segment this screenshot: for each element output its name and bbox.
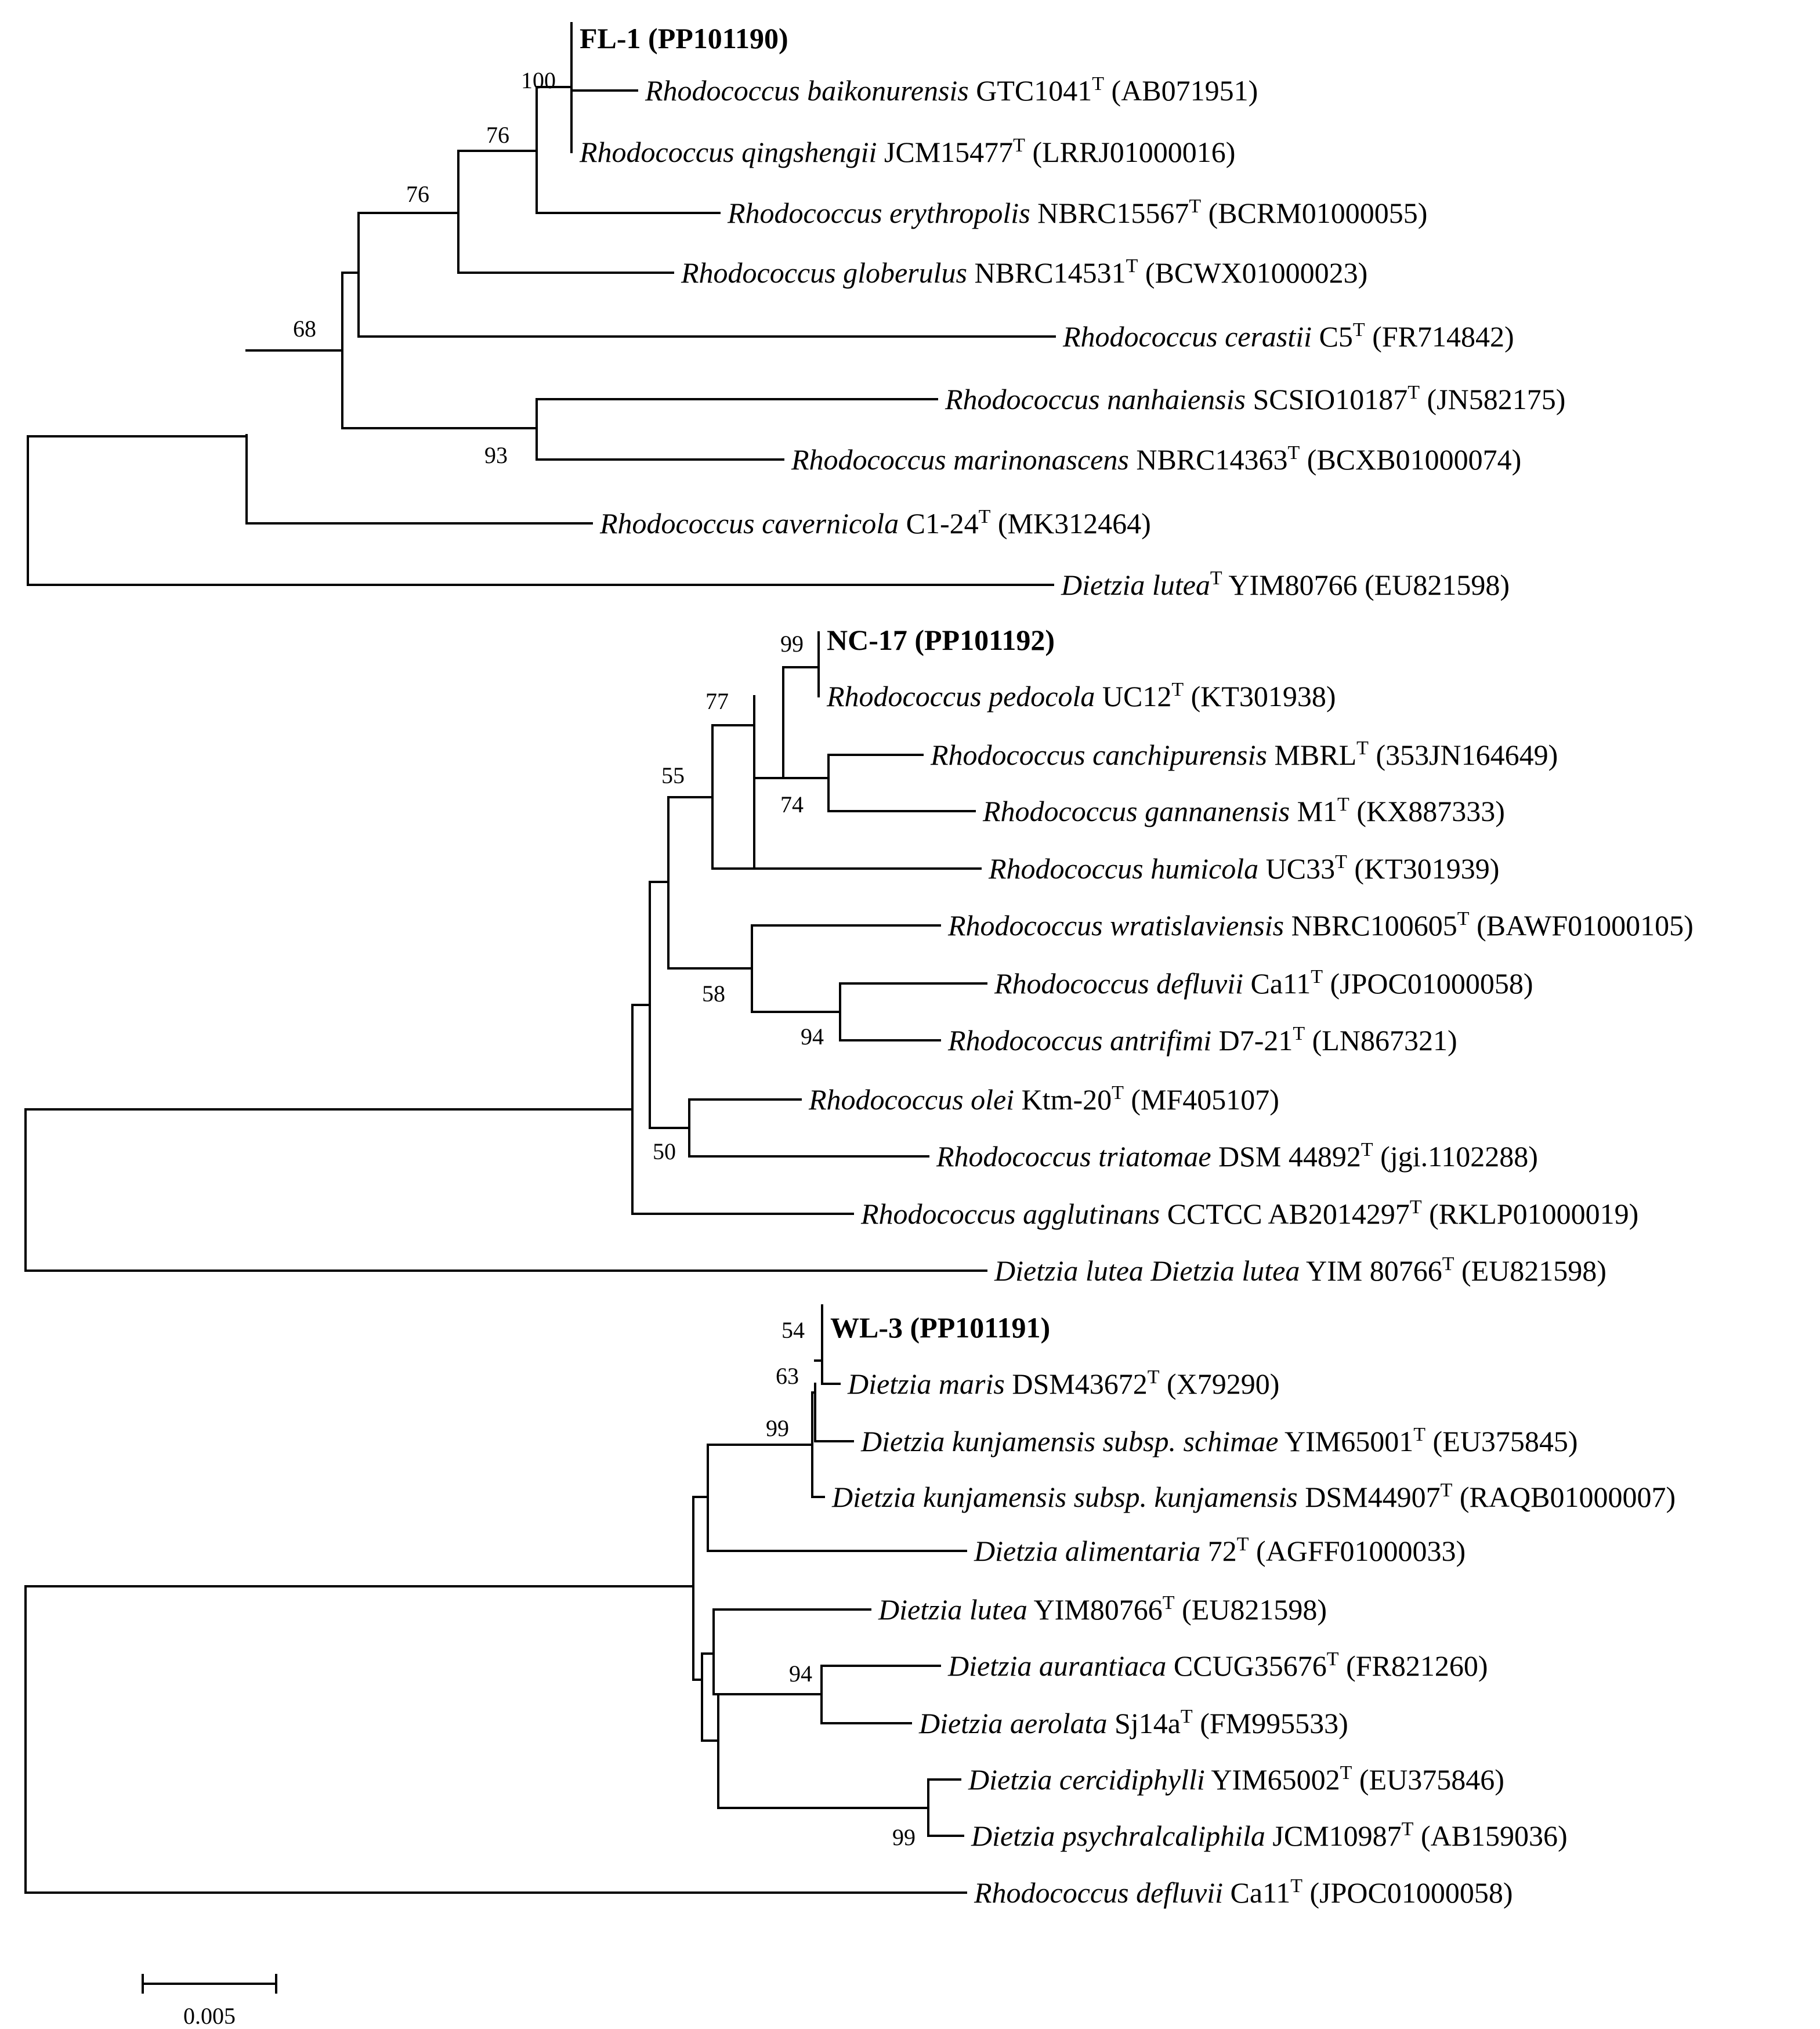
scale-bar-line [143,1975,276,1992]
bootstrap-values [293,67,916,1850]
taxon-label: Rhodococcus triatomae DSM $44892^T$ (jgi.1102288) [936,1139,1538,1173]
bootstrap-value: 54 [781,1317,805,1343]
taxon-label: Dietzia cercidiphylli $YIM65002^T$ (EU375846) [968,1762,1504,1796]
bootstrap-value: 74 [780,791,804,818]
taxon-label: Dietzia lutea$^T$ YIM80766 (EU821598) [1061,567,1510,601]
bootstrap-value: 93 [484,442,508,468]
bootstrap-value: 94 [789,1661,812,1687]
taxon-label: Dietzia aurantiaca $CCUG35676^T$ (FR821260) [948,1648,1488,1682]
query-strain-label: WL-3 (PP101191) [830,1311,1051,1344]
taxon-label: Rhodococcus defluvii $Ca11^T$ (JPOC01000058) [974,1875,1513,1909]
bootstrap-value: 99 [892,1824,916,1850]
bootstrap-value: 99 [780,631,804,657]
query-strain-label: FL-1 (PP101190) [580,22,788,55]
scale-bar [143,1975,276,2029]
taxon-labels [579,22,1694,1909]
taxon-label: Rhodococcus antrifimi $D7-21^T$ (LN867321) [948,1023,1457,1057]
bootstrap-value: 63 [776,1363,799,1389]
taxon-label: Rhodococcus erythropolis $NBRC15567^T$ (BCRM01000055) [728,196,1428,229]
taxon-label: Dietzia kunjamensis subsp. kunjamensis $DSM44907^T$ (RAQB01000007) [832,1480,1676,1513]
bootstrap-value: 76 [406,181,429,207]
bootstrap-value: 68 [293,316,316,342]
bootstrap-value: 58 [702,981,725,1007]
bootstrap-value: 100 [521,67,556,93]
taxon-label: Dietzia alimentaria $72^T$ (AGFF01000033) [974,1533,1466,1567]
taxon-label: Rhodococcus canchipurensis $MBRL^T$ (353JN164649) [931,737,1558,771]
taxon-label: Rhodococcus gannanensis $M1^T$ (KX887333) [983,794,1505,827]
taxon-label: Rhodococcus baikonurensis $GTC1041^T$ (AB071951) [645,73,1258,107]
taxon-label: Rhodococcus cavernicola $C1-24^T$ (MK312464) [600,506,1151,540]
scale-bar-label: 0.005 [183,2003,236,2029]
bootstrap-value: 50 [653,1138,676,1164]
taxon-label: Dietzia aerolata $Sj14a^T$ (FM995533) [919,1706,1348,1739]
taxon-label: Dietzia lutea Dietzia lutea YIM $80766^T$ (EU821598) [994,1253,1606,1287]
taxon-label: Rhodococcus humicola $UC33^T$ (KT301939) [989,851,1500,885]
bootstrap-value: 94 [801,1023,824,1050]
bootstrap-value: 76 [486,122,509,148]
taxon-label: Rhodococcus cerastii $C5^T$ (FR714842) [1063,319,1514,353]
bootstrap-value: 99 [766,1415,789,1441]
taxon-label: Rhodococcus pedocola $UC12^T$ (KT301938) [827,679,1336,712]
taxon-label: Rhodococcus olei Ktm-$20^T$ (MF405107) [809,1082,1279,1116]
taxon-label: Rhodococcus marinonascens $NBRC14363^T$ (BCXB01000074) [791,442,1522,476]
taxon-label: Rhodococcus nanhaiensis $SCSIO10187^T$ (JN582175) [945,382,1566,415]
bootstrap-value: 77 [705,688,729,714]
taxon-label: Rhodococcus globerulus $NBRC14531^T$ (BCWX01000023) [681,255,1368,289]
taxon-label: Dietzia maris $DSM43672^T$ (X79290) [848,1366,1280,1400]
query-strain-label: NC-17 (PP101192) [827,624,1055,656]
taxon-label: Dietzia lutea $YIM80766^T$ (EU821598) [878,1592,1327,1626]
taxon-label: Rhodococcus qingshengii $JCM15477^T$ (LRRJ01000016) [580,135,1236,168]
taxon-label: Dietzia psychralcaliphila $JCM10987^T$ (AB159036) [971,1818,1568,1852]
bootstrap-value: 55 [661,762,685,789]
taxon-label: Dietzia kunjamensis subsp. schimae $YIM65001^T$ (EU375845) [861,1424,1578,1457]
taxon-label: Rhodococcus wratislaviensis $NBRC100605^T$ (BAWF01000105) [948,908,1694,942]
taxon-label: Rhodococcus agglutinans CCTCC $AB2014297^T$ (RKLP01000019) [861,1196,1639,1230]
taxon-label: Rhodococcus defluvii $Ca11^T$ (JPOC01000058) [994,966,1533,1000]
